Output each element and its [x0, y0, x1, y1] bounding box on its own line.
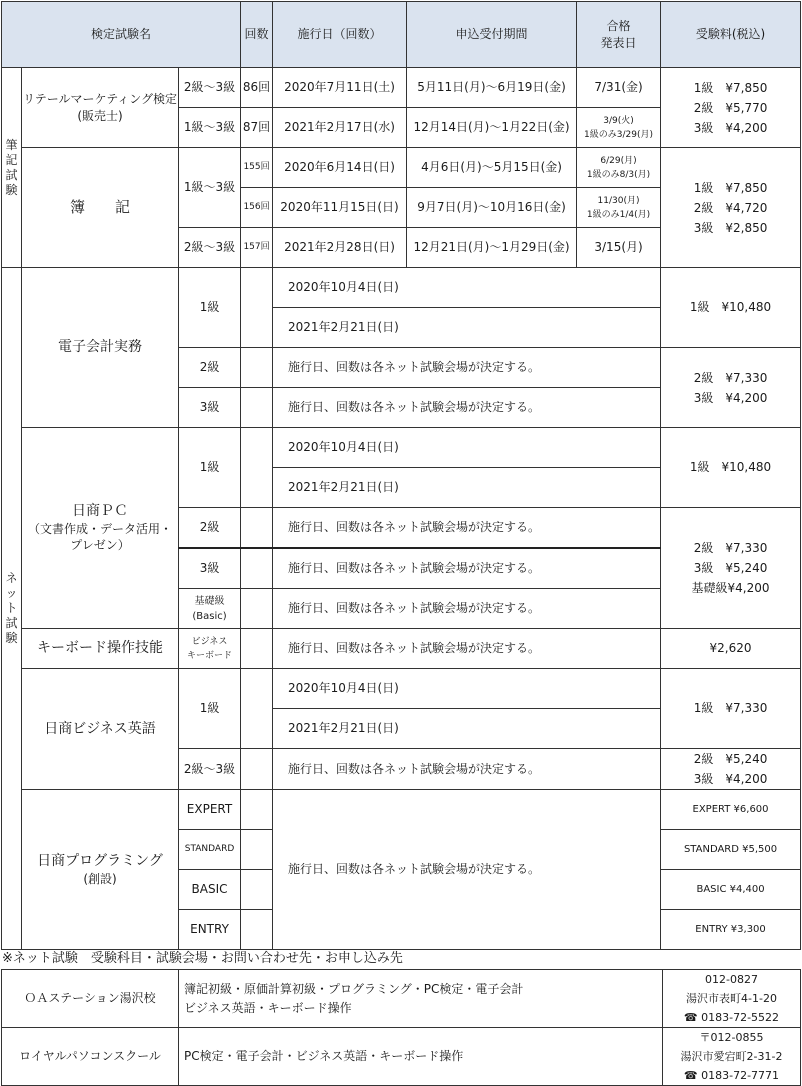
net-note: 施行日、回数は各ネット試験会場が決定する。 [273, 508, 661, 549]
exam-date: 2020年10月4日(日) [273, 428, 661, 468]
application-period: 9月7日(月)～10月16日(金) [407, 188, 577, 228]
application-period: 12月14日(月)～1月22日(金) [407, 108, 577, 148]
net-note: 施行日、回数は各ネット試験会場が決定する。 [273, 548, 661, 589]
application-period: 12月21日(月)～1月29日(金) [407, 228, 577, 268]
fee-prog-standard: STANDARD ¥5,500 [661, 830, 801, 870]
exam-date: 2020年10月4日(日) [273, 669, 661, 709]
result-date: 6/29(月) 1級のみ8/3(月) [577, 148, 661, 188]
venue-row [2, 1028, 801, 1086]
venue-row [2, 970, 801, 1028]
grade: 基礎級 (Basic) [179, 589, 241, 629]
grade: 3級 [179, 548, 241, 589]
application-period: 4月6日(月)～5月15日(金) [407, 148, 577, 188]
count [241, 669, 273, 749]
table-row [2, 268, 801, 308]
result-date: 11/30(月) 1級のみ1/4(月) [577, 188, 661, 228]
exam-programming: 日商プログラミング (創設) [22, 790, 179, 950]
grade: 1級 [179, 268, 241, 348]
group-net: ネット試験 [2, 268, 22, 950]
grade: 1級 [179, 428, 241, 508]
table-row [2, 669, 801, 709]
table-row [2, 790, 801, 830]
result-date: 7/31(金) [577, 68, 661, 108]
net-exam-note: ※ネット試験 受験科目・試験会場・お問い合わせ先・お申し込み先 [2, 951, 403, 966]
fee-prog-expert: EXPERT ¥6,600 [661, 790, 801, 830]
venue-address: 〒012-0855 湯沢市愛宕町2-31-2 ☎ 0183-72-7771 [663, 1028, 801, 1086]
exam-date: 2021年2月21日(日) [273, 308, 661, 348]
grade: 1級～3級 [179, 148, 241, 228]
grade: 3級 [179, 388, 241, 428]
count [241, 589, 273, 629]
fee-english-23: 2級 ¥5,240 3級 ¥4,200 [661, 749, 801, 790]
phone-icon: ☎ [683, 1069, 698, 1082]
fee-prog-basic: BASIC ¥4,400 [661, 870, 801, 910]
venue-name: ロイヤルパソコンスクール [2, 1028, 179, 1086]
grade: 1級～3級 [179, 108, 241, 148]
fee-pc: 2級 ¥7,330 3級 ¥5,240 基礎級¥4,200 [661, 508, 801, 629]
phone-icon: ☎ [683, 1011, 698, 1024]
grade: ビジネス キーボード [179, 629, 241, 669]
exam-date: 2020年7月11日(土) [273, 68, 407, 108]
exam-date: 2020年11月15日(日) [273, 188, 407, 228]
fee-denshi-23: 2級 ¥7,330 3級 ¥4,200 [661, 348, 801, 428]
net-note: 施行日、回数は各ネット試験会場が決定する。 [273, 790, 661, 950]
count [241, 629, 273, 669]
venue-address: 012-0827 湯沢市表町4-1-20 ☎ 0183-72-5522 [663, 970, 801, 1028]
count: 86回 [241, 68, 273, 108]
header-fee: 受験料(税込) [661, 2, 801, 68]
fee-boki: 1級 ¥7,850 2級 ¥4,720 3級 ¥2,850 [661, 148, 801, 268]
count [241, 749, 273, 790]
grade: 1級 [179, 669, 241, 749]
net-note: 施行日、回数は各ネット試験会場が決定する。 [273, 388, 661, 428]
fee-keyboard: ¥2,620 [661, 629, 801, 669]
net-note: 施行日、回数は各ネット試験会場が決定する。 [273, 348, 661, 388]
header-date: 施行日（回数） [273, 2, 407, 68]
net-note: 施行日、回数は各ネット試験会場が決定する。 [273, 589, 661, 629]
exam-date: 2020年10月4日(日) [273, 268, 661, 308]
header-application: 申込受付期間 [407, 2, 577, 68]
exam-date: 2021年2月21日(日) [273, 468, 661, 508]
exam-boki: 簿 記 [22, 148, 179, 268]
exam-date: 2020年6月14日(日) [273, 148, 407, 188]
exam-date: 2021年2月17日(水) [273, 108, 407, 148]
grade: 2級～3級 [179, 228, 241, 268]
exam-denshi: 電子会計実務 [22, 268, 179, 428]
table-row [2, 629, 801, 669]
exam-pc: 日商ＰＣ （文書作成・データ活用・ プレゼン） [22, 428, 179, 629]
fee-denshi-1: 1級 ¥10,480 [661, 268, 801, 348]
grade: 2級～3級 [179, 749, 241, 790]
header-row [2, 2, 801, 68]
count: 155回 [241, 148, 273, 188]
count [241, 910, 273, 950]
exam-date: 2021年2月21日(日) [273, 709, 661, 749]
exam-date: 2021年2月28日(日) [273, 228, 407, 268]
count: 87回 [241, 108, 273, 148]
grade: 2級～3級 [179, 68, 241, 108]
table-row [2, 148, 801, 188]
net-note: 施行日、回数は各ネット試験会場が決定する。 [273, 629, 661, 669]
fee-prog-entry: ENTRY ¥3,300 [661, 910, 801, 950]
fee-english-1: 1級 ¥7,330 [661, 669, 801, 749]
count [241, 348, 273, 388]
application-period: 5月11日(月)～6月19日(金) [407, 68, 577, 108]
table-row [2, 68, 801, 108]
net-note: 施行日、回数は各ネット試験会場が決定する。 [273, 749, 661, 790]
count: 156回 [241, 188, 273, 228]
count [241, 508, 273, 549]
count [241, 268, 273, 348]
exam-schedule-table [1, 1, 801, 950]
exam-english: 日商ビジネス英語 [22, 669, 179, 790]
venue-table [1, 969, 801, 1086]
exam-retail: リテールマーケティング検定 (販売士) [22, 68, 179, 148]
group-written: 筆記試験 [2, 68, 22, 268]
count [241, 870, 273, 910]
result-date: 3/9(火) 1級のみ3/29(月) [577, 108, 661, 148]
header-exam-name: 検定試験名 [2, 2, 241, 68]
grade: 2級 [179, 508, 241, 549]
venue-subjects: 簿記初級・原価計算初級・プログラミング・PC検定・電子会計 ビジネス英語・キーボード操作 [179, 970, 663, 1028]
result-date: 3/15(月) [577, 228, 661, 268]
count [241, 790, 273, 830]
grade: ENTRY [179, 910, 241, 950]
count [241, 830, 273, 870]
count [241, 388, 273, 428]
count [241, 548, 273, 589]
count [241, 428, 273, 508]
venue-name: ＯＡステーション湯沢校 [2, 970, 179, 1028]
header-result: 合格 発表日 [577, 2, 661, 68]
count: 157回 [241, 228, 273, 268]
exam-keyboard: キーボード操作技能 [22, 629, 179, 669]
table-row [2, 428, 801, 468]
fee-retail: 1級 ¥7,850 2級 ¥5,770 3級 ¥4,200 [661, 68, 801, 148]
grade: BASIC [179, 870, 241, 910]
fee-pc-1: 1級 ¥10,480 [661, 428, 801, 508]
grade: EXPERT [179, 790, 241, 830]
header-count: 回数 [241, 2, 273, 68]
grade: 2級 [179, 348, 241, 388]
venue-subjects: PC検定・電子会計・ビジネス英語・キーボード操作 [179, 1028, 663, 1086]
grade: STANDARD [179, 830, 241, 870]
